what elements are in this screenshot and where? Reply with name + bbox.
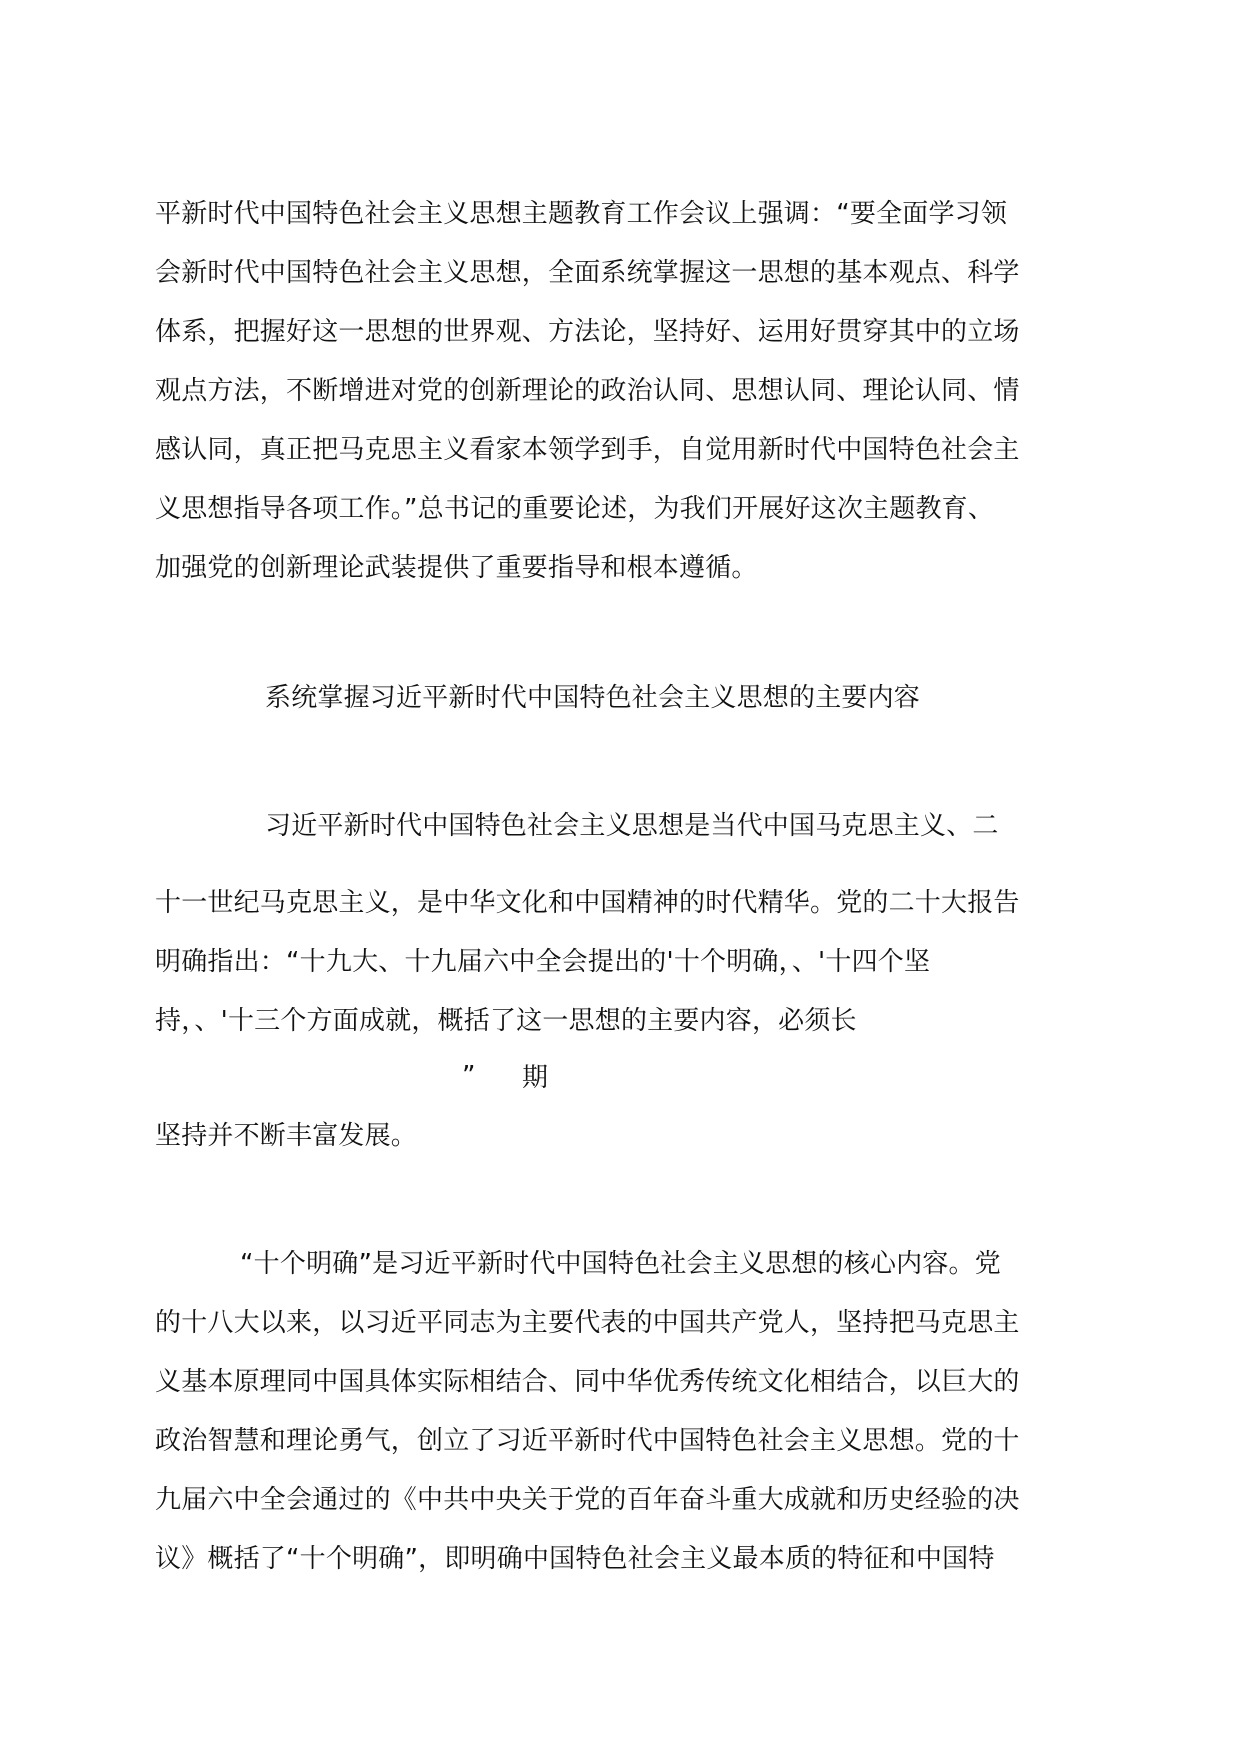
- paragraph-1-line-6: 义思想指导各项工作。”总书记的重要论述，为我们开展好这次主题教育、: [155, 494, 995, 524]
- paragraph-3-line-6: 议》概括了“十个明确”，即明确中国特色社会主义最本质的特征和中国特: [155, 1544, 995, 1574]
- paragraph-2-fragment: 期: [522, 1063, 549, 1093]
- paragraph-3-line-4: 政治智慧和理论勇气，创立了习近平新时代中国特色社会主义思想。党的十: [155, 1426, 1020, 1456]
- paragraph-2-line-1: 习近平新时代中国特色社会主义思想是当代中国马克思主义、二: [265, 811, 999, 841]
- paragraph-1-line-3: 体系，把握好这一思想的世界观、方法论，坚持好、运用好贯穿其中的立场: [155, 317, 1020, 347]
- paragraph-3-line-1: “十个明确”是习近平新时代中国特色社会主义思想的核心内容。党: [240, 1249, 1001, 1279]
- paragraph-1-line-7: 加强党的创新理论武装提供了重要指导和根本遵循。: [155, 553, 758, 583]
- section-heading: 系统掌握习近平新时代中国特色社会主义思想的主要内容: [265, 683, 921, 713]
- paragraph-3-line-5: 九届六中全会通过的《中共中央关于党的百年奋斗重大成就和历史经验的决: [155, 1485, 1020, 1515]
- paragraph-2-line-5: 坚持并不断丰富发展。: [155, 1121, 418, 1151]
- paragraph-2-quote-mark: ”: [462, 1061, 476, 1091]
- paragraph-1-line-2: 会新时代中国特色社会主义思想，全面系统掌握这一思想的基本观点、科学: [155, 258, 1020, 288]
- paragraph-1-line-1: 平新时代中国特色社会主义思想主题教育工作会议上强调：“要全面学习领: [155, 199, 1008, 229]
- paragraph-3-line-3: 义基本原理同中国具体实际相结合、同中华优秀传统文化相结合，以巨大的: [155, 1367, 1020, 1397]
- paragraph-1-line-4: 观点方法，不断增进对党的创新理论的政治认同、思想认同、理论认同、情: [155, 376, 1020, 406]
- paragraph-2-line-3: 明确指出：“十九大、十九届六中全会提出的'十个明确，、'十四个坚: [155, 947, 931, 977]
- paragraph-2-line-4: 持，、'十三个方面成就，概括了这一思想的主要内容，必须长: [155, 1006, 857, 1036]
- paragraph-3-line-2: 的十八大以来，以习近平同志为主要代表的中国共产党人，坚持把马克思主: [155, 1308, 1020, 1338]
- paragraph-2-line-2: 十一世纪马克思主义，是中华文化和中国精神的时代精华。党的二十大报告: [155, 888, 1020, 918]
- paragraph-1-line-5: 感认同，真正把马克思主义看家本领学到手，自觉用新时代中国特色社会主: [155, 435, 1020, 465]
